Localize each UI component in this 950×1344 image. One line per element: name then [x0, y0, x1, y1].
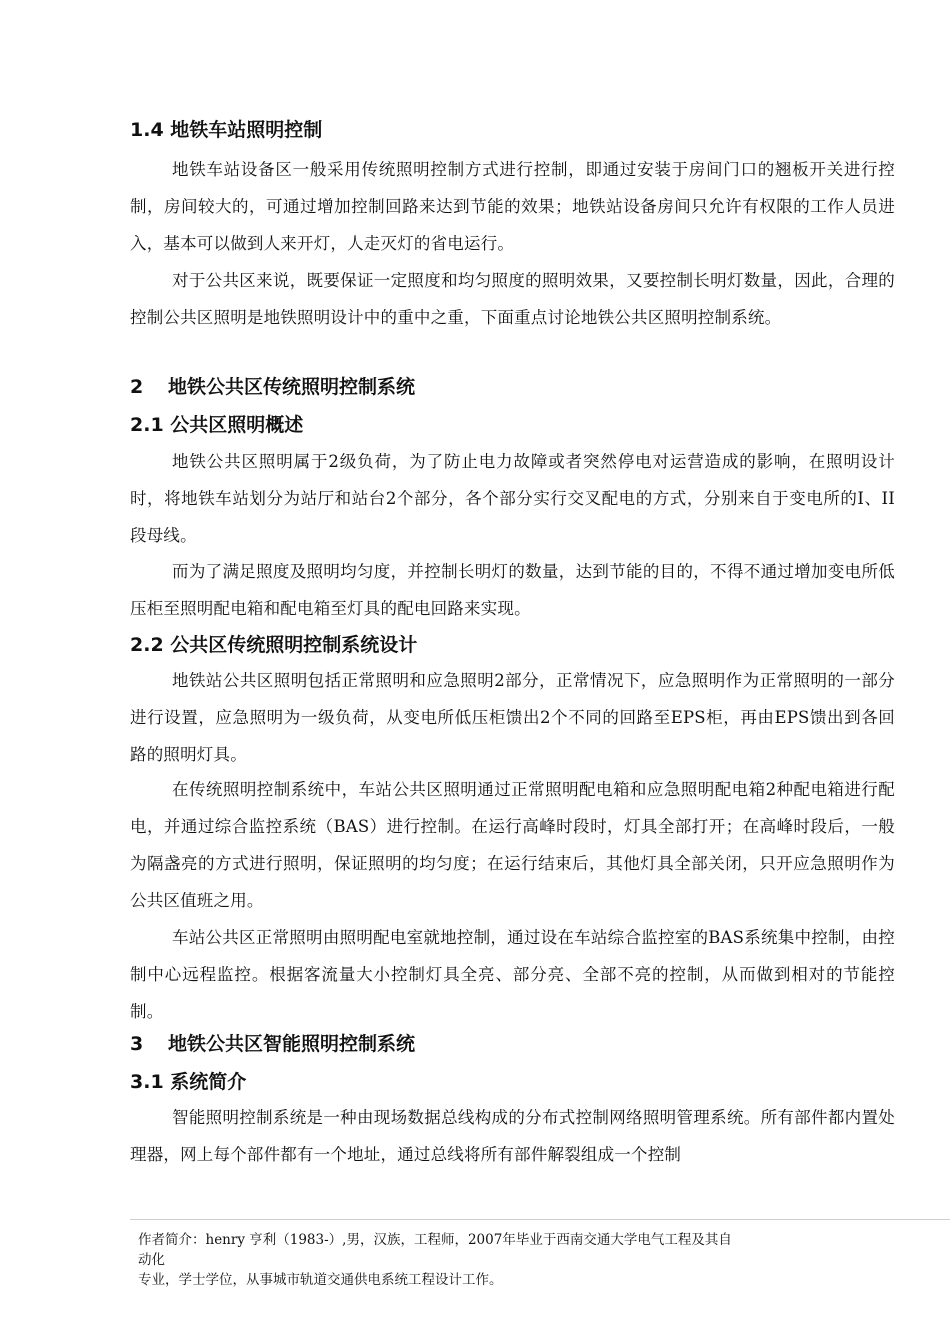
- section-title: 地铁公共区智能照明控制系统: [168, 1033, 416, 1055]
- footnote-line: 动化: [138, 1252, 165, 1268]
- footnote-divider: [130, 1219, 950, 1220]
- paragraph: 智能照明控制系统是一种由现场数据总线构成的分布式控制网络照明管理系统。所有部件都内置处理器，网上每个部件都有一个地址，通过总线将所有部件解裂组成一个控制: [130, 1108, 895, 1164]
- section-heading-2: [130, 378, 415, 397]
- section-number: 2: [130, 376, 144, 398]
- section-heading-2-1: 2.1 公共区照明概述: [130, 414, 304, 436]
- section-heading-2-2: 2.2 公共区传统照明控制系统设计: [130, 634, 418, 656]
- section-heading-3-1: 3.1 系统简介: [130, 1071, 247, 1093]
- footnote-line: 作者简介：henry 亨利（1983-）,男，汉族，工程师，2007年毕业于西南交通大学电气工程及其自: [138, 1232, 732, 1248]
- paragraph: 而为了满足照度及照明均匀度，并控制长明灯的数量，达到节能的目的，不得不通过增加变电所低压柜至照明配电箱和配电箱至灯具的配电回路来实现。: [130, 562, 895, 618]
- section-heading-1-4: 1.4 地铁车站照明控制: [130, 119, 323, 141]
- paragraph: 地铁公共区照明属于2级负荷，为了防止电力故障或者突然停电对运营造成的影响，在照明设计时，将地铁车站划分为站厅和站台2个部分，各个部分实行交叉配电的方式，分别来自于变电所的I、II段母线。: [130, 452, 895, 545]
- author-footnote: [138, 1230, 878, 1290]
- paragraph: 地铁车站设备区一般采用传统照明控制方式进行控制，即通过安装于房间门口的翘板开关进行控制，房间较大的，可通过增加控制回路来达到节能的效果；地铁站设备房间只允许有权限的工作人员进入，基本可以做到人来开灯，人走灭灯的省电运行。: [130, 160, 895, 253]
- paragraph: 车站公共区正常照明由照明配电室就地控制，通过设在车站综合监控室的BAS系统集中控制，由控制中心远程监控。根据客流量大小控制灯具全亮、部分亮、全部不亮的控制，从而做到相对的节能控制。: [130, 928, 895, 1021]
- paragraph: 对于公共区来说，既要保证一定照度和均匀照度的照明效果，又要控制长明灯数量，因此，合理的控制公共区照明是地铁照明设计中的重中之重，下面重点讨论地铁公共区照明控制系统。: [130, 271, 895, 327]
- paragraph: 在传统照明控制系统中，车站公共区照明通过正常照明配电箱和应急照明配电箱2种配电箱进行配电，并通过综合监控系统（BAS）进行控制。在运行高峰时段时，灯具全部打开；在高峰时段后，一般为隔盏亮的方式进行照明，保证照明的均匀度；在运行结束后，其他灯具全部关闭，只开应急照明作为公共区值班之用。: [130, 780, 895, 910]
- section-number: 3: [130, 1033, 144, 1055]
- section-title: 地铁公共区传统照明控制系统: [168, 376, 416, 398]
- paragraph: 地铁站公共区照明包括正常照明和应急照明2部分，正常情况下，应急照明作为正常照明的一部分进行设置，应急照明为一级负荷，从变电所低压柜馈出2个不同的回路至EPS柜，再由EPS馈出到各回路的照明灯具。: [130, 671, 895, 764]
- footnote-line: 专业，学士学位，从事城市轨道交通供电系统工程设计工作。: [138, 1272, 503, 1288]
- section-heading-3: [130, 1035, 415, 1054]
